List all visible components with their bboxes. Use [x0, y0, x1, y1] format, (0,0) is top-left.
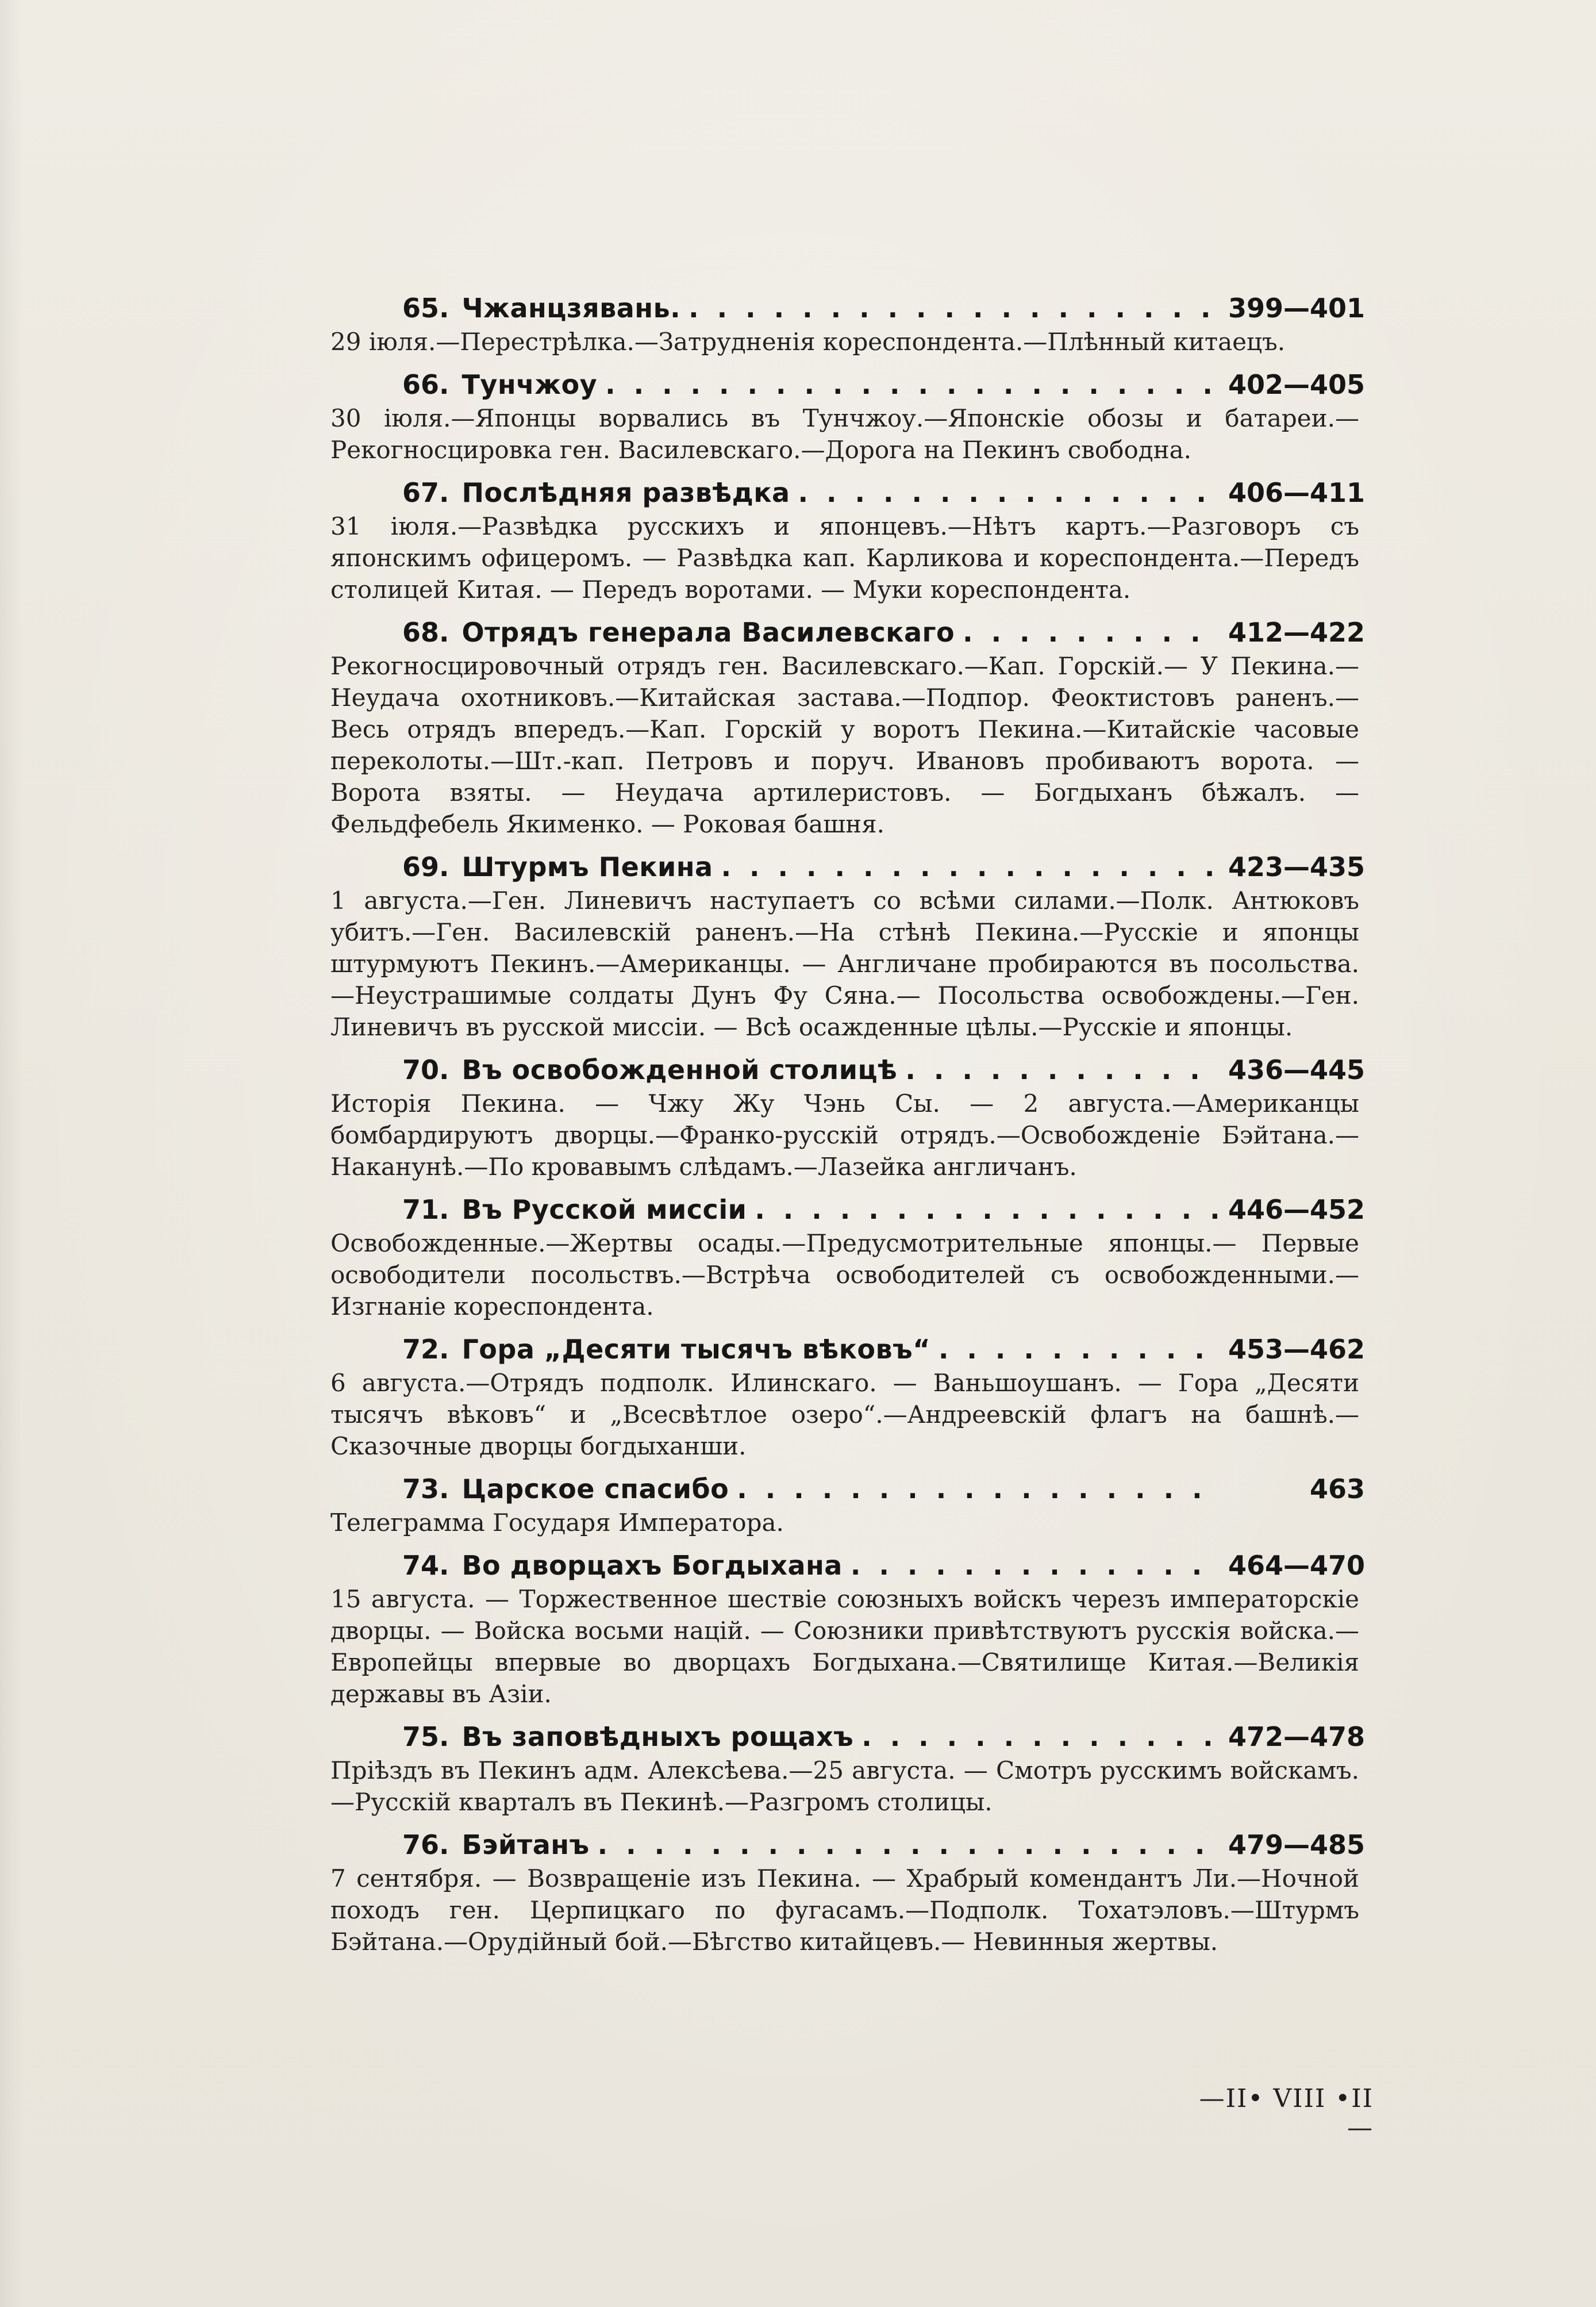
entry-summary: 30 іюля.—Японцы ворвались въ Тунчжоу.—Японскіе обозы и батареи.—Рекогносцировка ген. Василевскаго.—Дорога на Пекинъ свободна. — [330, 404, 1359, 464]
toc-entry — [330, 290, 1365, 358]
entry-heading — [330, 1548, 1365, 1583]
entry-summary: Рекогносцировочный отрядъ ген. Василевскаго.—Кап. Горскій.— У Пекина.—Неудача охотниковъ.—Китайская застава.—Подпор. Феоктистовъ раненъ.—Весь отрядъ впередъ.—Кап. Горскій у воротъ Пекина.—Китайскіе часовые переколоты.—Шт.-кап. Петровъ и поруч. Ивановъ пробиваютъ ворота. — Ворота взяты. — Неудача артилеристовъ. — Богдыханъ бѣжалъ. — Фельдфебель Якименко. — Роковая башня. — [330, 652, 1359, 838]
entry-title: Чжанцзявань. — [462, 293, 681, 324]
entry-number: 72. — [402, 1334, 449, 1365]
entry-summary: Исторія Пекина. — Чжу Жу Чэнь Сы. — 2 августа.—Американцы бомбардируютъ дворцы.—Франко-русскій отрядъ.—Освобожденіе Бэйтана.—Наканунѣ.—По кровавымъ слѣдамъ.—Лазейка англичанъ. — [330, 1089, 1359, 1181]
leader-dots — [598, 1827, 1219, 1863]
leader-dots — [737, 1471, 1219, 1507]
entry-summary: 31 іюля.—Развѣдка русскихъ и японцевъ.—Нѣтъ картъ.—Разговоръ съ японскимъ офицеромъ. — Развѣдка кап. Карликова и кореспондента.—Передъ столицей Китая. — Передъ воротами. — Муки кореспондента. — [330, 512, 1359, 604]
leader-dots — [862, 1719, 1219, 1755]
entry-pages: 399—401 — [1228, 293, 1365, 324]
entry-pages: 464—470 — [1228, 1550, 1365, 1581]
entry-heading — [330, 615, 1365, 650]
entry-title: Царское спасибо — [462, 1473, 729, 1504]
entry-summary: 6 августа.—Отрядъ подполк. Илинскаго. — Ваньшоушанъ. — Гора „Десяти тысячъ вѣковъ“ и „Всесвѣтлое озеро“.—Андреевскій флагъ на башнѣ.—Сказочные дворцы богдыханши. — [330, 1369, 1359, 1460]
entry-title: Штурмъ Пекина — [462, 851, 713, 882]
entry-pages: 479—485 — [1228, 1829, 1365, 1860]
entry-heading — [330, 1052, 1365, 1088]
entry-summary: 29 іюля.—Перестрѣлка.—Затрудненія кореспондента.—Плѣнный китаецъ. — [330, 328, 1286, 356]
leader-dots — [755, 1192, 1219, 1227]
entry-summary: 15 августа. — Торжественное шествіе союзныхъ войскъ черезъ императорскіе дворцы. — Войска восьми націй. — Союзники привѣтствуютъ русскія войска.—Европейцы впервые во дворцахъ Богдыхана.—Святилище Китая.—Великія державы въ Азіи. — [330, 1585, 1359, 1708]
entry-number: 76. — [402, 1829, 449, 1860]
toc-entry — [330, 849, 1365, 1043]
page-number: —II• VIII •II— — [1199, 2084, 1374, 2143]
table-of-contents — [330, 290, 1365, 1967]
entry-heading — [330, 367, 1365, 402]
leader-dots — [939, 1331, 1219, 1367]
entry-number: 73. — [402, 1473, 449, 1504]
entry-summary: Телеграмма Государя Императора. — [330, 1508, 784, 1537]
leader-dots — [851, 1548, 1219, 1583]
leader-dots — [905, 1052, 1219, 1088]
entry-pages: 423—435 — [1228, 851, 1365, 882]
toc-entry — [330, 1192, 1365, 1322]
entry-number: 67. — [402, 477, 449, 508]
entry-heading — [330, 1331, 1365, 1367]
leader-dots — [689, 290, 1219, 326]
entry-title: Во дворцахъ Богдыхана — [462, 1550, 843, 1581]
toc-entry — [330, 615, 1365, 840]
entry-pages: 436—445 — [1228, 1054, 1365, 1085]
entry-heading — [330, 1827, 1365, 1863]
entry-number: 74. — [402, 1550, 449, 1581]
entry-title: Въ Русской миссіи — [462, 1194, 747, 1225]
entry-number: 75. — [402, 1721, 449, 1752]
entry-title: Тунчжоу — [462, 369, 598, 400]
entry-heading — [330, 475, 1365, 510]
entry-pages: 463 — [1309, 1473, 1365, 1504]
entry-pages: 402—405 — [1228, 369, 1365, 400]
entry-summary: 1 августа.—Ген. Линевичъ наступаетъ со всѣми силами.—Полк. Антюковъ убитъ.—Ген. Василевскій раненъ.—На стѣнѣ Пекина.—Русскіе и японцы штурмуютъ Пекинъ.—Американцы. — Англичане пробираются въ посольства.—Неустрашимые солдаты Дунъ Фу Сяна.— Посольства освобождены.—Ген. Линевичъ въ русской миссіи. — Всѣ осажденные цѣлы.—Русскіе и японцы. — [330, 886, 1359, 1041]
toc-entry — [330, 1827, 1365, 1957]
leader-dots — [721, 849, 1219, 885]
leader-dots — [605, 367, 1219, 402]
entry-title: Отрядъ генерала Василевскаго — [462, 617, 955, 648]
leader-dots — [798, 475, 1220, 510]
toc-entry — [330, 1052, 1365, 1183]
entry-number: 69. — [402, 851, 449, 882]
toc-entry — [330, 367, 1365, 466]
entry-number: 66. — [402, 369, 449, 400]
entry-heading — [330, 290, 1365, 326]
entry-summary: Освобожденные.—Жертвы осады.—Предусмотрительные японцы.— Первые освободители посольствъ.—Встрѣча освободителей съ освобожденными.—Изгнаніе кореспондента. — [330, 1229, 1359, 1321]
entry-pages: 412—422 — [1228, 617, 1365, 648]
entry-summary: 7 сентября. — Возвращеніе изъ Пекина. — Храбрый комендантъ Ли.—Ночной походъ ген. Церпицкаго по фугасамъ.—Подполк. Тохатэловъ.—Штурмъ Бэйтана.—Орудійный бой.—Бѣгство китайцевъ.— Невинныя жертвы. — [330, 1864, 1359, 1956]
entry-title: Въ освобожденной столицѣ — [462, 1054, 898, 1085]
toc-entry — [330, 1331, 1365, 1462]
toc-entry — [330, 1719, 1365, 1818]
toc-entry — [330, 1471, 1365, 1538]
entry-title: Послѣдняя развѣдка — [462, 477, 790, 508]
entry-number: 68. — [402, 617, 449, 648]
toc-entry — [330, 475, 1365, 605]
entry-summary: Пріѣздъ въ Пекинъ адм. Алексѣева.—25 августа. — Смотръ русскимъ войскамъ.—Русскій кварталъ въ Пекинѣ.—Разгромъ столицы. — [330, 1756, 1359, 1816]
entry-title: Гора „Десяти тысячъ вѣковъ“ — [462, 1334, 930, 1365]
entry-heading — [330, 1719, 1365, 1755]
entry-number: 71. — [402, 1194, 449, 1225]
entry-number: 70. — [402, 1054, 449, 1085]
entry-heading — [330, 1471, 1365, 1507]
entry-heading — [330, 849, 1365, 885]
spine-shadow — [0, 0, 23, 2307]
entry-pages: 406—411 — [1228, 477, 1365, 508]
entry-pages: 453—462 — [1228, 1334, 1365, 1365]
entry-number: 65. — [402, 293, 449, 324]
entry-heading — [330, 1192, 1365, 1227]
toc-entry — [330, 1548, 1365, 1710]
entry-pages: 472—478 — [1228, 1721, 1365, 1752]
entry-title: Въ заповѣдныхъ рощахъ — [462, 1721, 854, 1752]
entry-title: Бэйтанъ — [462, 1829, 590, 1860]
leader-dots — [963, 615, 1219, 650]
entry-pages: 446—452 — [1228, 1194, 1365, 1225]
